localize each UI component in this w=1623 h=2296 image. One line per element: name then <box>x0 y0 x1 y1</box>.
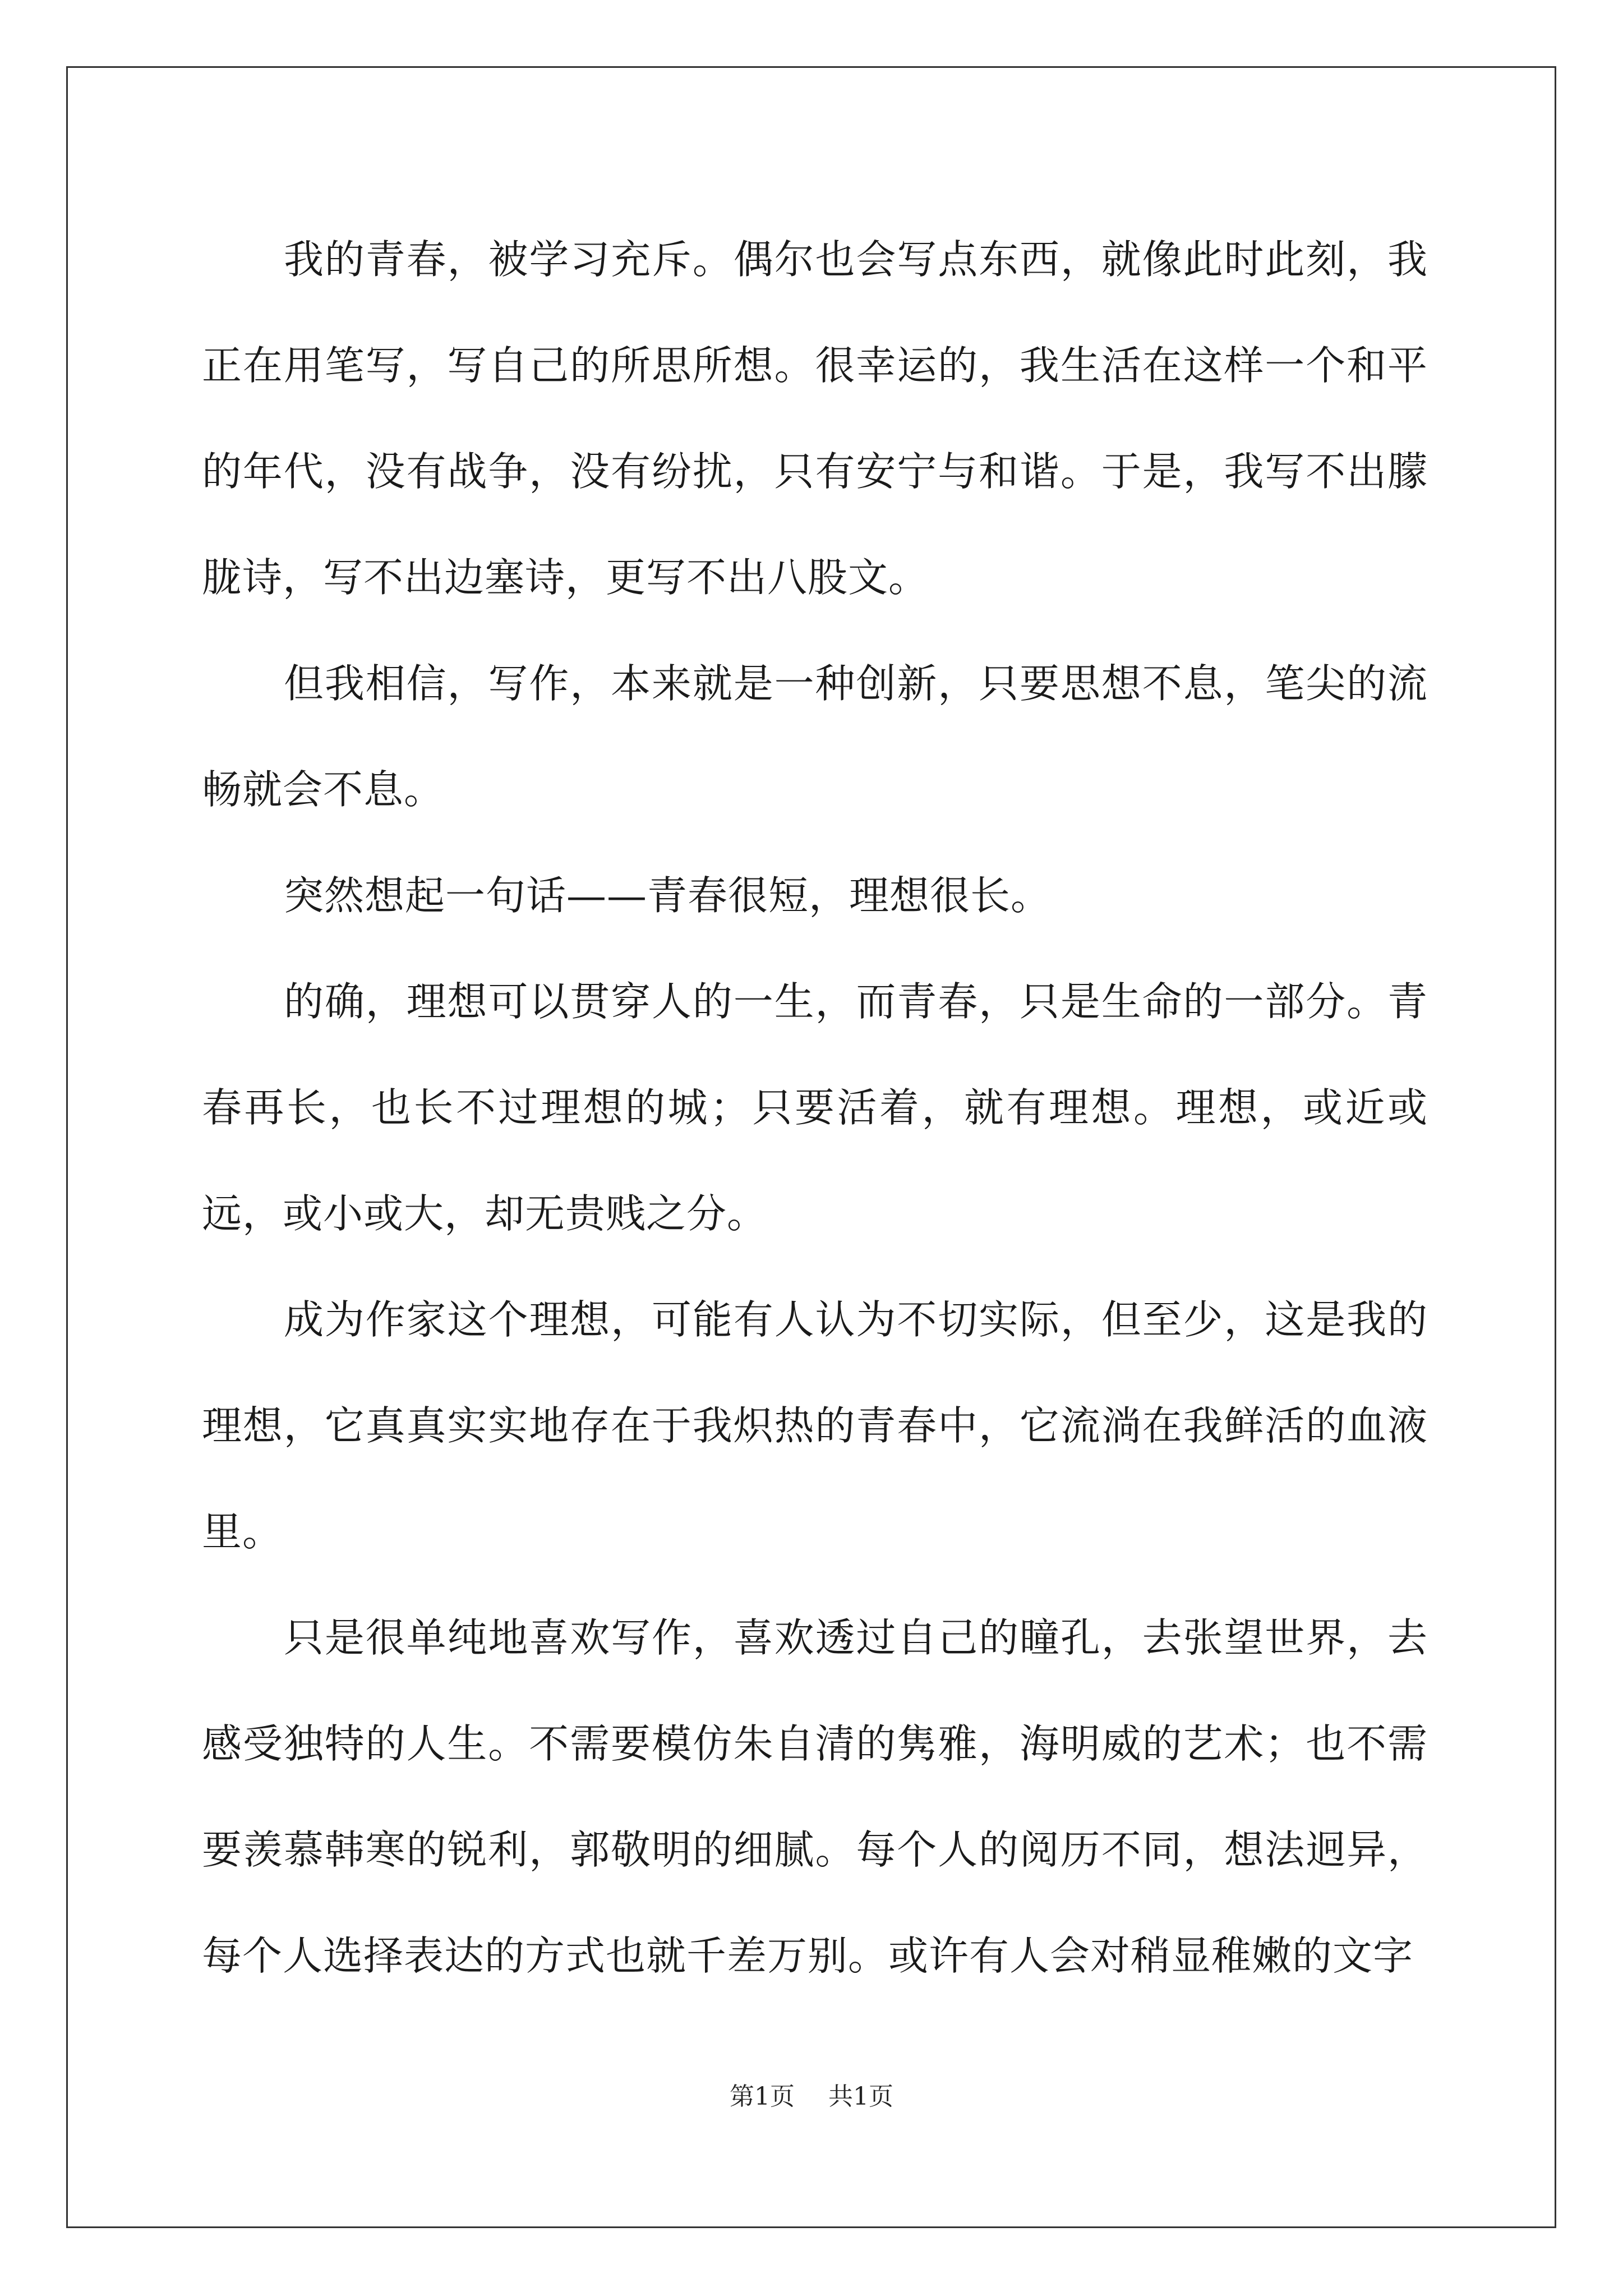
paragraph-2: 但我相信，写作，本来就是一种创新，只要思想不息，笔尖的流畅就会不息。 <box>202 660 1428 813</box>
page-number-total: 共1页 <box>828 2082 893 2111</box>
page-number-current: 第1页 <box>730 2082 795 2111</box>
page-footer <box>0 2080 1623 2114</box>
paragraph-5: 成为作家这个理想，可能有人认为不切实际，但至少，这是我的理想，它真真实实地存在于我炽热的青春中，它流淌在我鲜活的血液里。 <box>202 1296 1428 1555</box>
paragraph-6: 只是很单纯地喜欢写作，喜欢透过自己的瞳孔，去张望世界，去感受独特的人生。不需要模仿朱自清的隽雅，海明威的艺术；也不需要羡慕韩寒的锐利，郭敬明的细腻。每个人的阅历不同，想法迥异，每个人选择表达的方式也就千差万别。或许有人会对稍显稚嫩的文字 <box>202 1614 1428 1979</box>
paragraph-3: 突然想起一句话——青春很短，理想很长。 <box>284 872 1052 919</box>
paragraph-1: 我的青春，被学习充斥。偶尔也会写点东西，就像此时此刻，我正在用笔写，写自己的所思所想。很幸运的，我生活在这样一个和平的年代，没有战争，没有纷扰，只有安宁与和谐。于是，我写不出朦胧诗，写不出边塞诗，更写不出八股文。 <box>202 236 1428 601</box>
paragraph-4: 的确，理想可以贯穿人的一生，而青春，只是生命的一部分。青春再长，也长不过理想的城；只要活着，就有理想。理想，或近或远，或小或大，却无贵贱之分。 <box>202 978 1428 1237</box>
document-body <box>202 206 1428 2009</box>
